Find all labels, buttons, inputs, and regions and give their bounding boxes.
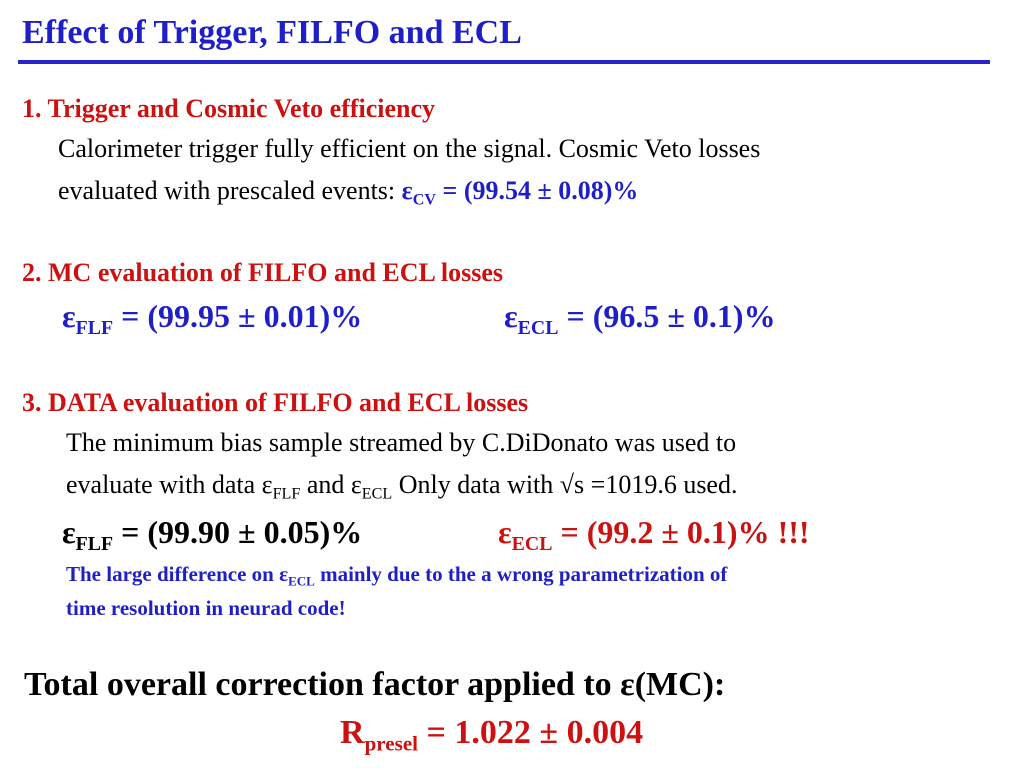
r-symbol: R bbox=[340, 714, 365, 751]
r-subscript: presel bbox=[364, 731, 419, 756]
cv-epsilon: ε bbox=[401, 176, 413, 205]
data-ecl-value: = (99.2 ± 0.1)% !!! bbox=[552, 514, 810, 550]
cv-value: = (99.54 ± 0.08)% bbox=[436, 176, 639, 205]
slide-title: Effect of Trigger, FILFO and ECL bbox=[22, 14, 522, 51]
title-divider bbox=[18, 60, 990, 64]
data-ecl-symbol-sub: ECL bbox=[361, 485, 393, 503]
section3-note-line2: time resolution in neurad code! bbox=[66, 596, 346, 620]
mc-flf-efficiency bbox=[62, 298, 363, 339]
note-epsilon: ε bbox=[279, 562, 289, 586]
section1-line2-prefix: evaluated with prescaled events: bbox=[58, 176, 402, 205]
data-ecl-symbol-epsilon: ε bbox=[350, 470, 362, 499]
data-ecl-epsilon: ε bbox=[498, 514, 512, 550]
data-ecl-efficiency bbox=[498, 514, 810, 555]
cv-efficiency bbox=[401, 176, 639, 209]
section3-line2-b: and bbox=[300, 470, 351, 499]
section1-line2 bbox=[58, 176, 639, 209]
mc-flf-value: = (99.95 ± 0.01)% bbox=[113, 298, 363, 334]
mc-ecl-efficiency bbox=[504, 298, 776, 339]
data-ecl-symbol bbox=[350, 470, 393, 503]
note-subscript: ECL bbox=[288, 573, 315, 589]
section3-note-line1 bbox=[66, 562, 727, 587]
section3-line2-a: evaluate with data bbox=[66, 470, 262, 499]
section3-line2-c: Only data with √s =1019.6 used. bbox=[392, 470, 738, 499]
data-ecl-subscript: ECL bbox=[511, 532, 553, 555]
note-text-a: The large difference on bbox=[66, 562, 280, 586]
section3-line1: The minimum bias sample streamed by C.DiDonato was used to bbox=[66, 428, 737, 457]
mc-ecl-epsilon: ε bbox=[504, 298, 518, 334]
data-flf-symbol-epsilon: ε bbox=[261, 470, 273, 499]
r-presel-value bbox=[340, 714, 644, 756]
data-flf-epsilon: ε bbox=[62, 514, 76, 550]
mc-ecl-subscript: ECL bbox=[517, 316, 559, 339]
mc-flf-epsilon: ε bbox=[62, 298, 76, 334]
section3-heading: 3. DATA evaluation of FILFO and ECL losses bbox=[22, 388, 529, 417]
note-text-b: mainly due to the a wrong parametrization of bbox=[314, 562, 728, 586]
note-ecl-symbol bbox=[279, 562, 315, 589]
data-flf-value: = (99.90 ± 0.05)% bbox=[113, 514, 363, 550]
data-flf-subscript: FLF bbox=[75, 532, 114, 555]
total-correction-label: Total overall correction factor applied to ε(MC): bbox=[24, 666, 726, 703]
data-flf-symbol bbox=[261, 470, 301, 503]
section1-heading: 1. Trigger and Cosmic Veto efficiency bbox=[22, 94, 436, 123]
mc-ecl-value: = (96.5 ± 0.1)% bbox=[558, 298, 776, 334]
section1-line1: Calorimeter trigger fully efficient on the signal. Cosmic Veto losses bbox=[58, 134, 761, 163]
section3-line2 bbox=[66, 470, 738, 503]
data-flf-efficiency bbox=[62, 514, 363, 555]
section2-heading: 2. MC evaluation of FILFO and ECL losses bbox=[22, 258, 504, 287]
cv-subscript: CV bbox=[412, 191, 437, 209]
data-flf-symbol-sub: FLF bbox=[272, 485, 301, 503]
mc-flf-subscript: FLF bbox=[75, 316, 114, 339]
r-value: = 1.022 ± 0.004 bbox=[418, 714, 644, 751]
